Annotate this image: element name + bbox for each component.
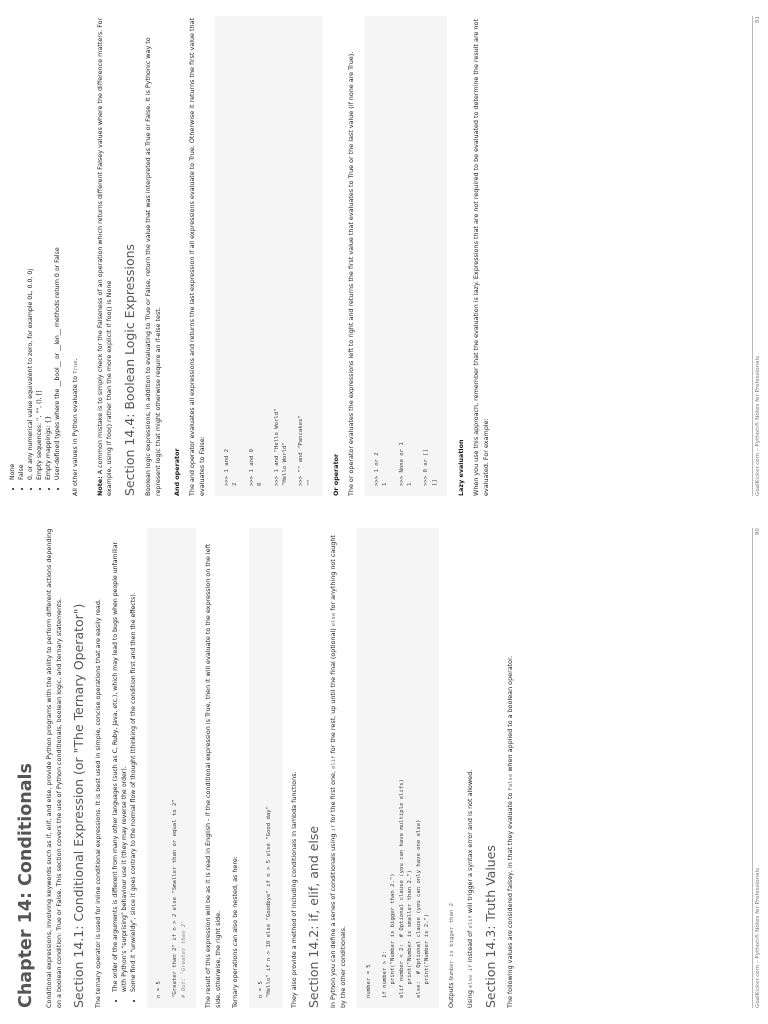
section-14-3-paragraph: The following values are considered falsey, in that they evaluate to False when applied to a boolean operator.: [505, 655, 514, 1008]
code-line: n = 5: [156, 981, 162, 998]
code-line: "Greater than 2" if n > 2 else "Smaller than or equal to 2": [172, 799, 179, 998]
code-line-blank: [240, 26, 248, 486]
if-output-note: Outputs Number is bigger than 2: [447, 902, 456, 1008]
lazy-evaluation-heading: Lazy evaluation: [457, 439, 466, 496]
section-14-1-title: Section 14.1: Conditional Expression (or "The Ternary Operator"): [71, 603, 86, 1008]
code-line: 0: [257, 482, 264, 486]
code-line: >>> 1 and 0: [248, 448, 255, 486]
code-line: number = 5: [365, 964, 372, 998]
note-label: Note:: [95, 476, 104, 496]
list-item: • User-defined types where the __bool__ or __len__ methods return 0 or False: [53, 16, 62, 480]
lazy-evaluation-paragraph: When you use this approach, remember that the evaluation is lazy. Expressions that are not required to be evaluated to determine the result are not evaluated. For example:: [472, 19, 490, 496]
section-14-4-title: Section 14.4: Boolean Logic Expressions: [121, 243, 137, 496]
list-item: • 0, or any numerical value equivalent to zero, for example 0L, 0.0, 0j: [26, 16, 35, 480]
code-line: elif number < 2: # Optional clause (you can have multiple elifs): [398, 779, 405, 998]
code-line: 1: [406, 482, 413, 486]
code-line-blank: [373, 538, 381, 998]
list-item: • False: [17, 16, 26, 480]
falsey-values-list: [8, 16, 62, 496]
footer-source: GoalKicker.com – Python® Notes for Professionals: [755, 867, 761, 1008]
section-14-2-paragraph: In Python you can define a series of conditionals using if for the first one, elif for the rest, up until the final (optional) else for anything not caught by the other conditionals.: [328, 535, 348, 1008]
code-line-blank: [289, 26, 297, 486]
code-block-if-elif-else: [357, 528, 440, 1008]
chapter-intro: Conditional expressions, involving keywords such as if, elif, and else, provide Python programs with the ability to perform different actions depending on a boolean condition: True or False. This section covers the use of Python conditionals, boolean logic, and ternary statements.: [45, 528, 63, 1008]
code-line: >>> 1 and "Hello World": [273, 408, 280, 486]
truthy-paragraph: All other values in Python evaluate to True.: [71, 358, 79, 496]
page-footer: [752, 16, 762, 496]
code-line: "Hello" if n > 10 else "Goodbye" if n > 5 else "Good day": [266, 806, 273, 998]
list-item: • The order of the arguments is different from many other languages (such as C, Ruby, Java, etc.), which may lead to bugs when people unfamiliar with Python's "surprising" behaviour use it (they may reverse the order).: [111, 528, 129, 992]
footer-source: GoalKicker.com – Python® Notes for Professionals: [755, 355, 761, 496]
code-line: >>> "" and "Pancakes": [298, 415, 305, 486]
code-line: 1: [382, 482, 389, 486]
section-14-3-title: Section 14.3: Truth Values: [483, 845, 499, 1008]
section-14-1-paragraph: The ternary operator is used for inline conditional expressions. It is best used in simple, concise operations that are easily read.: [93, 599, 102, 1008]
page-number: 81: [755, 16, 761, 24]
ternary-notes-list: [111, 528, 138, 1008]
code-line: "Hello World": [282, 442, 289, 486]
ternary-explanation: The result of this expression will be as it is read in English - if the conditional expression is True, then it will evaluate to the expression on the left side, otherwise, the right side.: [204, 543, 222, 1008]
or-operator-paragraph: The or operator evaluates the expressions left to right and returns the first value that evaluates to True or the last value (if none are True).: [347, 51, 356, 496]
page-80-content: [16, 528, 524, 1008]
code-line-blank: [163, 538, 171, 998]
code-block-ternary: [147, 528, 196, 1008]
code-line: print("Number is 2."): [423, 913, 430, 998]
code-line: print("Number is smaller than 2."): [407, 870, 414, 998]
or-operator-heading: Or operator: [332, 453, 341, 496]
code-comment: # Out: 'Greater than 2': [180, 920, 187, 998]
section-14-4-paragraph: Boolean logic expressions, in addition to evaluating to True or False, return the value that was interpreted as True or False. It is Pythonic way to represent logic that might otherwise require an if-else test.: [144, 37, 162, 496]
code-line: "": [306, 479, 313, 486]
note-paragraph: Note: A common mistake is to simply check for the Falseness of an operation which returns different Falsey values where the difference matters. For example, using if foo() rather than the more explicit if foo() is None: [95, 17, 113, 496]
code-block-or: [365, 16, 447, 496]
code-line-blank: [390, 26, 398, 486]
page-footer: [752, 528, 762, 1008]
list-item: • Empty sequences: '', "", (), []: [35, 16, 44, 480]
ternary-nested-intro: Ternary operations can also be nested, as here:: [231, 856, 240, 1008]
page-81-content: [8, 16, 499, 496]
code-line: >>> 0 or []: [423, 448, 430, 486]
section-14-2-title: Section 14.2: if, elif, and else: [306, 825, 322, 1008]
code-line: if number > 2:: [381, 950, 388, 998]
else-if-warning: Using else if instead of elif will trigger a syntax error and is not allowed.: [465, 769, 474, 1008]
code-line: >>> None or 1: [398, 442, 405, 486]
code-line-blank: [414, 26, 422, 486]
and-operator-heading: And operator: [173, 448, 181, 496]
code-line-blank: [265, 26, 273, 486]
and-operator-paragraph: The and operator evaluates all expressions and returns the last expression if all expressions evaluate to True. Otherwise it returns the first value that evaluates to False:: [188, 18, 206, 496]
code-line: >>> 1 and 2: [224, 448, 230, 486]
page-80: [0, 512, 768, 1024]
code-line: print("Number is bigger than 2."): [390, 873, 397, 998]
chapter-title: Chapter 14: Conditionals: [16, 763, 36, 1008]
list-item: • Empty mappings: {}: [44, 16, 53, 480]
code-block-nested-ternary: [249, 528, 282, 1008]
code-line: else: # Optional clause (you can only have one else): [415, 819, 422, 998]
code-block-and: [215, 16, 322, 496]
code-line: >>> 1 or 2: [373, 452, 380, 486]
list-item: • None: [8, 16, 17, 480]
code-line: 2: [232, 482, 239, 486]
code-line: n = 5: [257, 981, 264, 998]
code-line: []: [431, 479, 438, 486]
page-number: 80: [755, 528, 761, 536]
ternary-lambda-note: They also provide a method of including conditionals in lambda functions.: [289, 771, 298, 1008]
list-item: • Some find it "unwieldy", since it goes contrary to the normal flow of thought (thinking of the condition first and then the effects).: [129, 528, 138, 992]
